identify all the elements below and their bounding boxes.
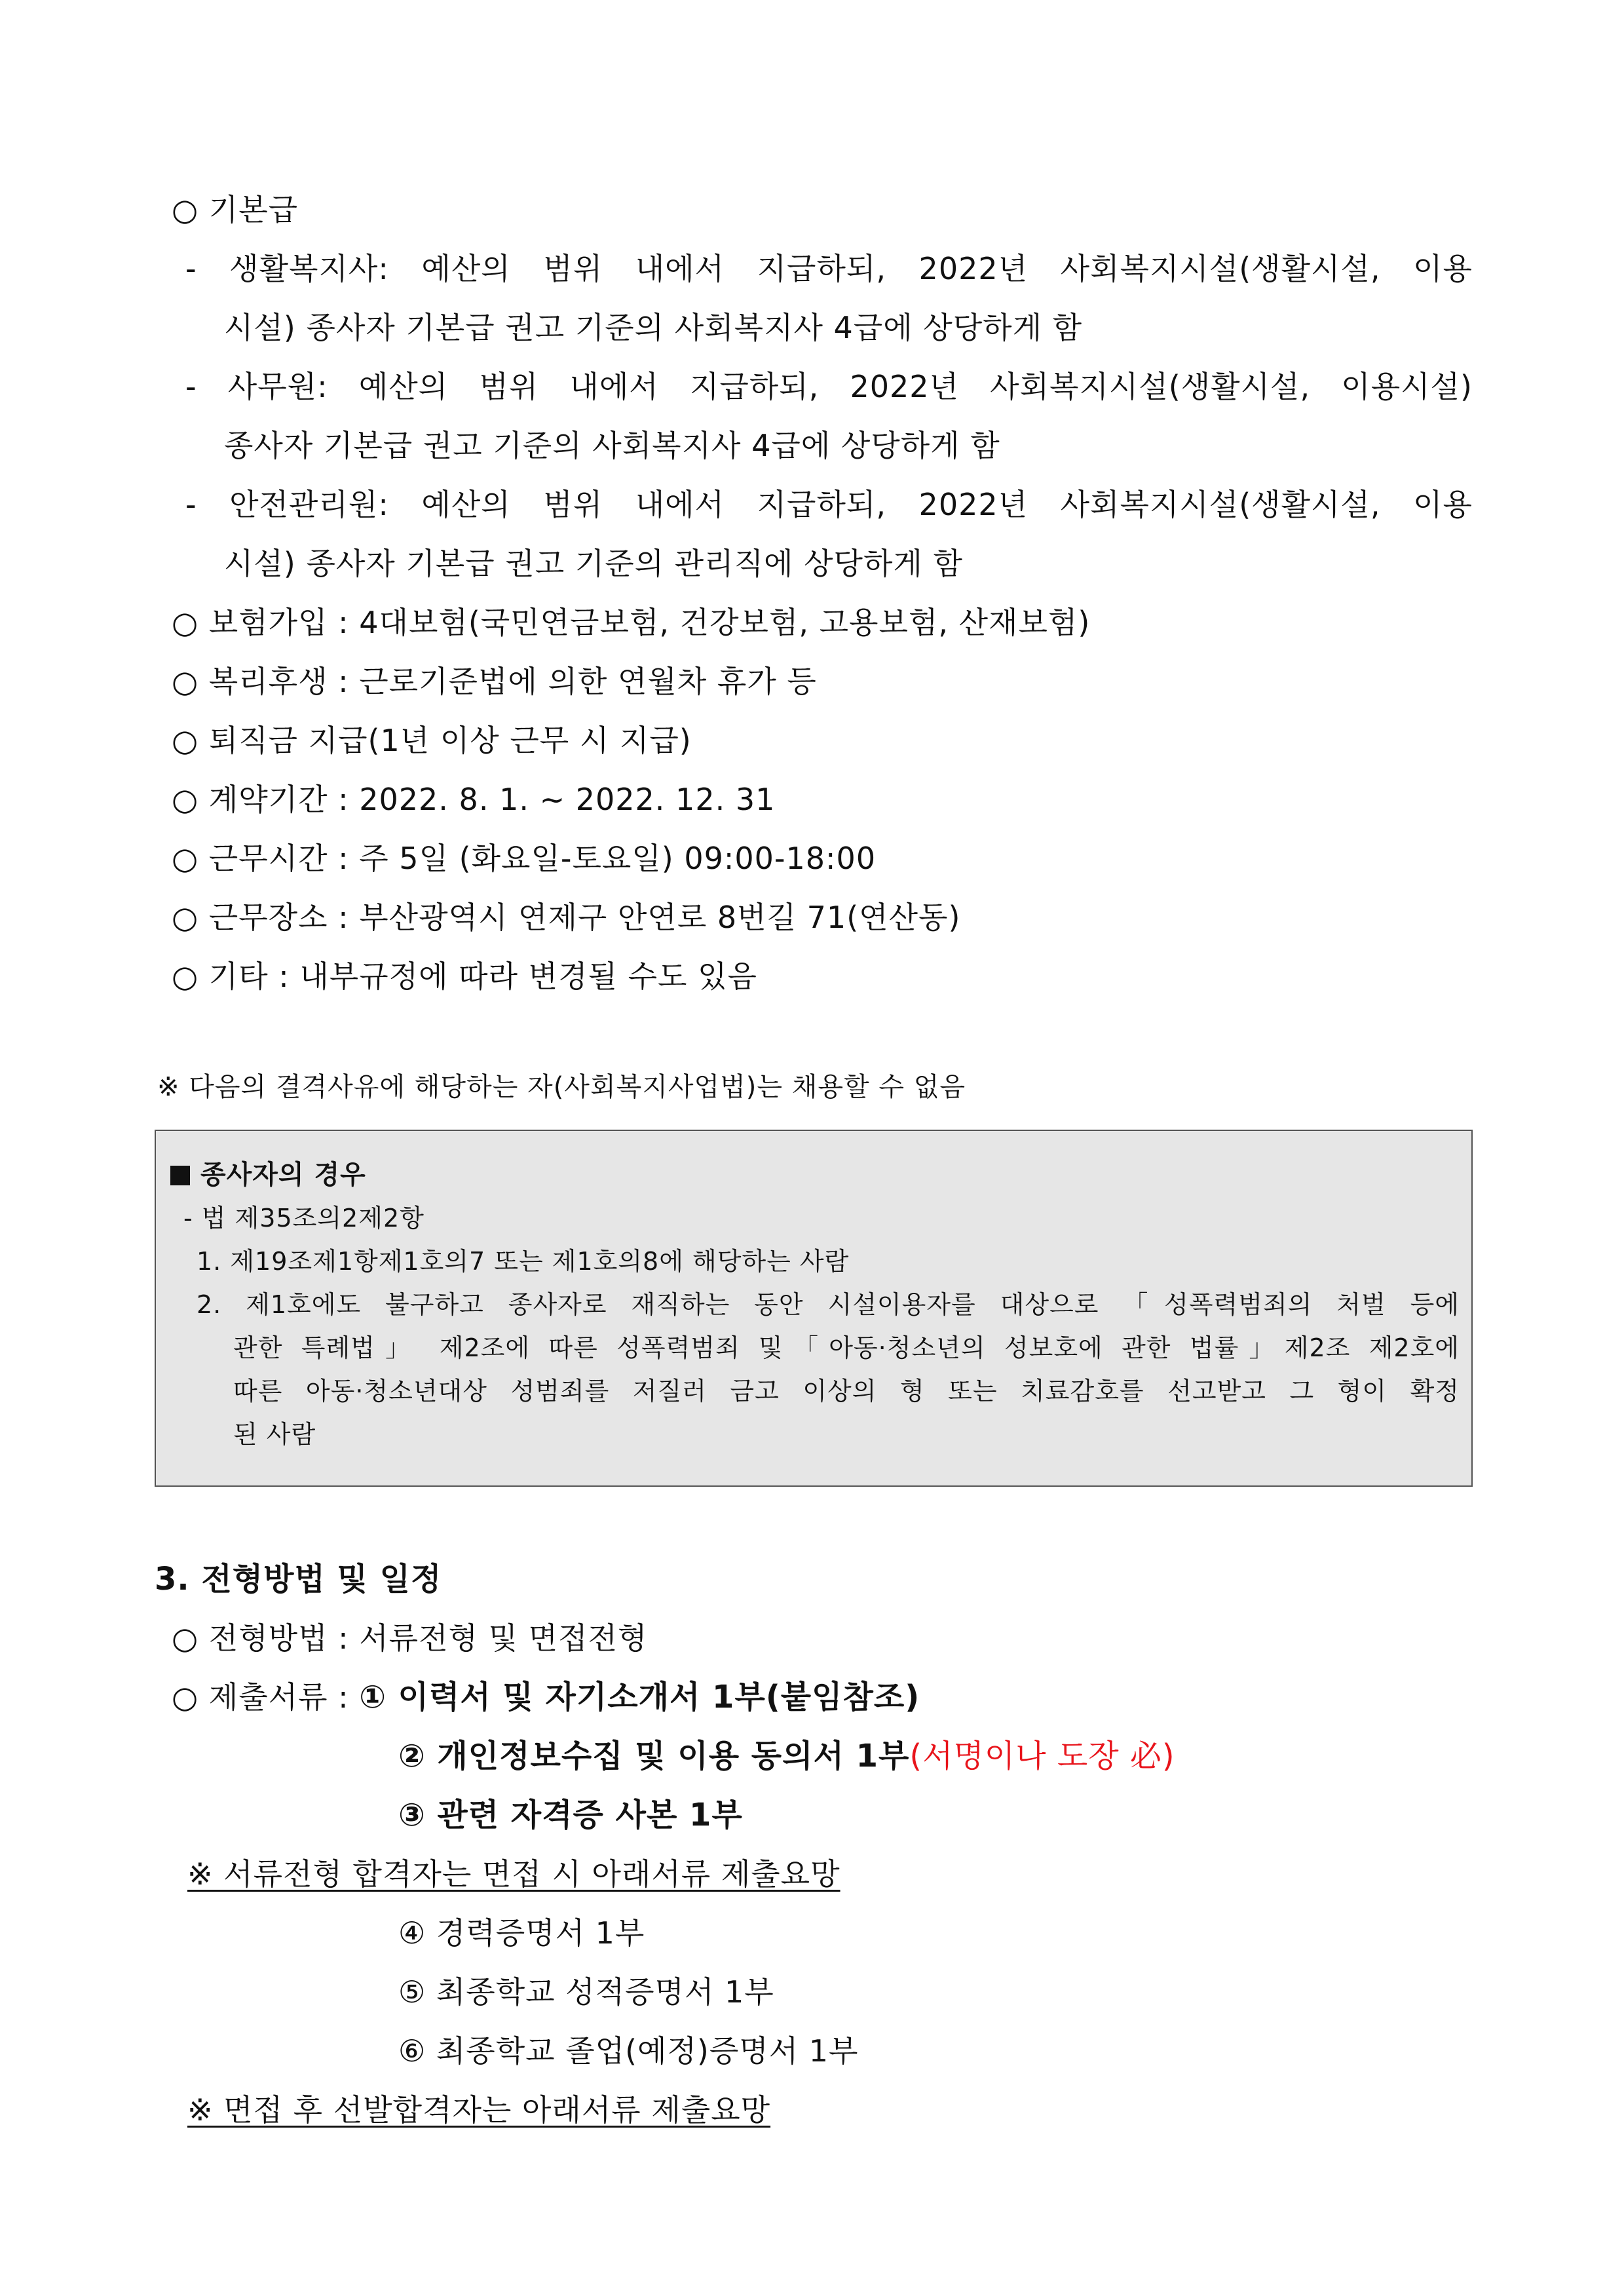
clerk-pay-line-2: 종사자 기본급 권고 기준의 사회복지사 4급에 상당하게 함 [224, 428, 1000, 463]
safety-manager-pay-line-2: 시설) 종사자 기본급 권고 기준의 관리직에 상당하게 함 [224, 546, 963, 581]
contract-period-item: ○ 계약기간 : 2022. 8. 1. ~ 2022. 12. 31 [172, 782, 776, 817]
disqualification-item-2-line-3: 따른 아동·청소년대상 성범죄를 저질러 금고 이상의 형 또는 치료감호를 선고받고 그 형이 확정 [233, 1377, 1460, 1406]
severance-item: ○ 퇴직금 지급(1년 이상 근무 시 지급) [172, 723, 692, 758]
disqualification-notice: ※ 다음의 결격사유에 해당하는 자(사회복지사업법)는 채용할 수 없음 [157, 1072, 966, 1102]
disqualification-item-2-line-1: 2. 제1호에도 불구하고 종사자로 재직하는 동안 시설이용자를 대상으로 「성폭력범죄의 처벌 등에 [197, 1290, 1460, 1319]
disqualification-item-2-line-4: 된 사람 [233, 1420, 316, 1449]
document-2-text: ② 개인정보수집 및 이용 동의서 1부 [398, 1738, 910, 1774]
square-bullet-icon [170, 1166, 190, 1185]
required-documents [172, 1677, 920, 1717]
final-documents-notice: ※ 면접 후 선발합격자는 아래서류 제출요망 [187, 2092, 771, 2128]
welfare-item: ○ 복리후생 : 근로기준법에 의한 연월차 휴가 등 [172, 664, 817, 699]
other-item: ○ 기타 : 내부규정에 따라 변경될 수도 있음 [172, 959, 757, 994]
required-documents-label: ○ 제출서류 : [172, 1679, 360, 1715]
document-1: ① 이력서 및 자기소개서 1부(붙임참조) [359, 1679, 920, 1715]
work-place-item: ○ 근무장소 : 부산광역시 연제구 안연로 8번길 71(연산동) [172, 900, 961, 935]
insurance-item: ○ 보험가입 : 4대보험(국민연금보험, 건강보험, 고용보험, 산재보험) [172, 605, 1091, 640]
disqualification-item-2-line-2: 관한 특례법」 제2조에 따른 성폭력범죄 및「아동·청소년의 성보호에 관한 법률」제2조 제2호에 [233, 1333, 1460, 1362]
document-4: ④ 경력증명서 1부 [398, 1915, 645, 1951]
document-3: ③ 관련 자격증 사본 1부 [398, 1797, 743, 1833]
disqualification-item-1: 1. 제19조제1항제1호의7 또는 제1호의8에 해당하는 사람 [197, 1247, 850, 1276]
box-title [170, 1158, 366, 1191]
selection-method: ○ 전형방법 : 서류전형 및 면접전형 [172, 1620, 648, 1656]
base-pay-title: ○ 기본급 [172, 192, 299, 227]
document-6: ⑥ 최종학교 졸업(예정)증명서 1부 [398, 2033, 859, 2069]
clerk-pay-line-1: - 사무원: 예산의 범위 내에서 지급하되, 2022년 사회복지시설(생활시설, 이용시설) [185, 369, 1473, 404]
document-5: ⑤ 최종학교 성적증명서 1부 [398, 1974, 774, 2010]
interview-documents-notice: ※ 서류전형 합격자는 면접 시 아래서류 제출요망 [187, 1856, 840, 1892]
document-2-signature-note: (서명이나 도장 必) [909, 1738, 1175, 1774]
welfare-worker-pay-line-1: - 생활복지사: 예산의 범위 내에서 지급하되, 2022년 사회복지시설(생활시설, 이용 [185, 251, 1473, 286]
law-reference: - 법 제35조의2제2항 [183, 1204, 425, 1233]
document-2 [398, 1736, 1175, 1776]
section-3-heading: 3. 전형방법 및 일정 [155, 1561, 442, 1598]
disqualification-box [155, 1130, 1473, 1487]
work-hours-item: ○ 근무시간 : 주 5일 (화요일-토요일) 09:00-18:00 [172, 841, 877, 876]
welfare-worker-pay-line-2: 시설) 종사자 기본급 권고 기준의 사회복지사 4급에 상당하게 함 [224, 310, 1083, 345]
box-title-text: 종사자의 경우 [200, 1160, 366, 1190]
safety-manager-pay-line-1: - 안전관리원: 예산의 범위 내에서 지급하되, 2022년 사회복지시설(생활시설, 이용 [185, 487, 1473, 522]
